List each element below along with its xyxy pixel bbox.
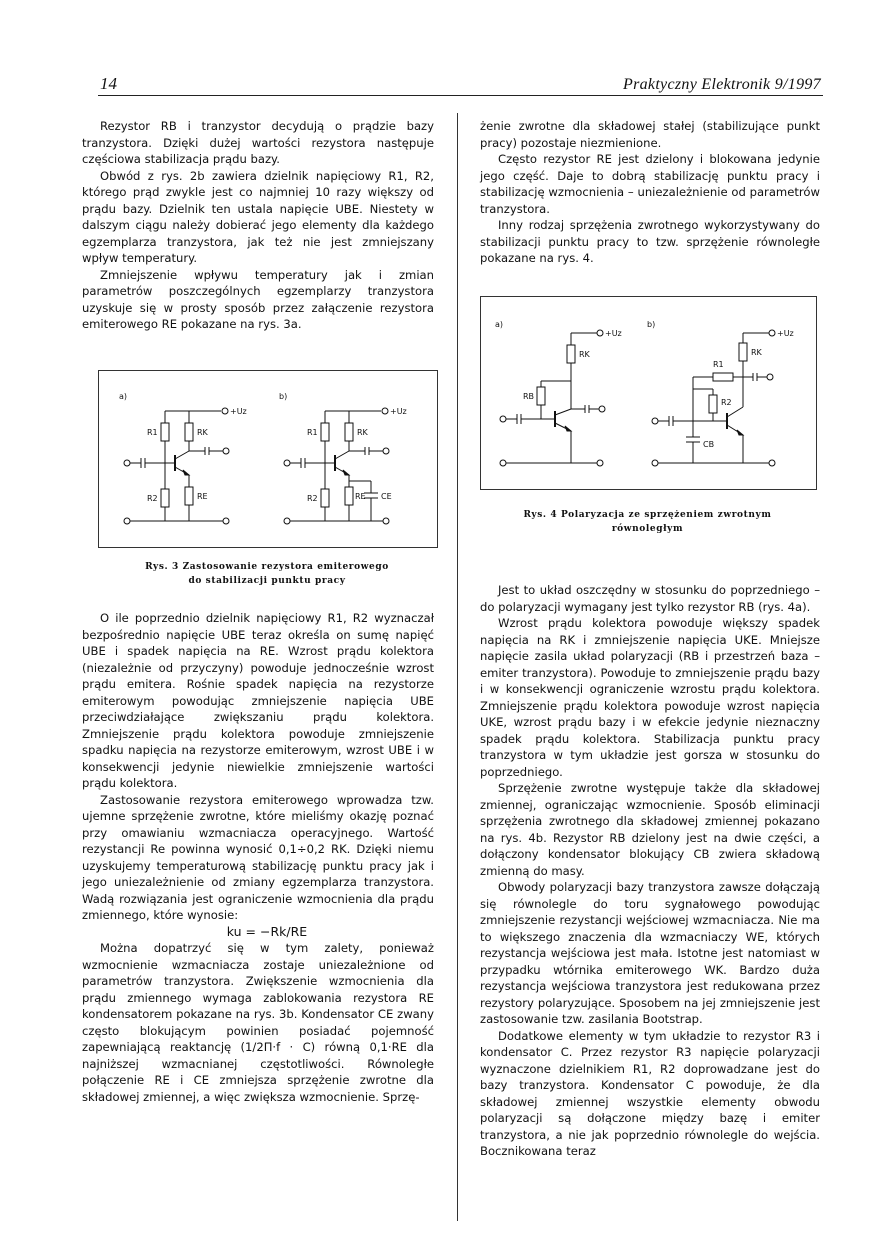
fig3-rk-a [185, 423, 193, 441]
page-number: 14 [100, 74, 117, 93]
right-column-bottom [480, 582, 820, 1160]
figure-4-caption [480, 508, 815, 536]
fig4-r2-label: R2 [721, 398, 732, 407]
fig3-re-label-a: RE [197, 492, 208, 501]
fig4-r1 [713, 373, 733, 381]
fig4-rb [537, 387, 545, 405]
right-column-top [480, 118, 820, 267]
fig4-r1-label: R1 [713, 360, 724, 369]
fig3-rk-label-a: RK [197, 428, 208, 437]
fig4-rk-b [739, 343, 747, 361]
figure-3 [98, 370, 438, 548]
fig3-r2-label-b: R2 [307, 494, 318, 503]
fig3-supply-label-a: +Uz [230, 407, 247, 416]
caption-line: Rys. 4 Polaryzacja ze sprzężeniem zwrotnym [523, 510, 772, 520]
paragraph: Można dopatrzyć się w tym zalety, ponieważ wzmocnienie wzmacniacza zostaje uniezależnione od parametrów tranzystora. Zwiększenie wzmocnienia dla prądu zmiennego wymaga zablokowania rezystora RE kondensatorem pokazane na rys. 3b. Kondensator CE zwany często blokującym powinien posiadać pojemność zapewniającą reaktancję (1/2Π·f · C) równą 0,1·RE dla najniższej wzmacnianej częstotliwości. Równoległe połączenie RE i CE zmniejsza sprzężenie zwrotne dla składowej zmiennej, a więc zwiększa wzmocnienie. Sprzę- [82, 941, 434, 1104]
fig3-supply-label-b: +Uz [390, 407, 407, 416]
paragraph: Jest to układ oszczędny w stosunku do poprzedniego – do polaryzacji wymagany jest tylko rezystor RB (rys. 4a). [480, 583, 820, 614]
journal-title: Praktyczny Elektronik 9/1997 [623, 76, 821, 93]
caption-line: Rys. 3 Zastosowanie rezystora emiterowego [145, 562, 389, 572]
figure-4 [480, 296, 817, 490]
fig3-r2-label-a: R2 [147, 494, 158, 503]
fig3-r2-b [321, 489, 329, 507]
paragraph: Często rezystor RE jest dzielony i blokowana jedynie jego część. Daje to dobrą stabilizację punktu pracy i stabilizację wzmocnienia – uniezależnienie od parametrów tranzystora. [480, 152, 820, 216]
fig3-r2-a [161, 489, 169, 507]
fig4-supply-label-a: +Uz [605, 329, 622, 338]
formula: ku = −Rk/RE [226, 923, 308, 939]
fig4-rk-label-a: RK [579, 350, 590, 359]
left-column-bottom [82, 610, 434, 1105]
paragraph: Dodatkowe elementy w tym układzie to rezystor R3 i kondensator C. Przez rezystor R3 napięcie polaryzacji wyznaczone dzielnikiem R1, R2 doprowadzane jest do bazy tranzystora. Kondensator C powoduje, że dla składowej zmiennej wszystkie elementy obwodu polaryzacji są dołączone między bazę i emiter tranzystora, a nie jak poprzednio równolegle do wejścia. Bocznikowana teraz [480, 1028, 820, 1158]
fig4-rk-label-b: RK [751, 348, 762, 357]
fig3-label-b: b) [279, 392, 288, 401]
fig4-label-b: b) [647, 320, 656, 329]
fig3-r1-label-b: R1 [307, 428, 318, 437]
fig3-ce-label: CE [381, 492, 392, 501]
paragraph: Inny rodzaj sprzężenia zwrotnego wykorzystywany do stabilizacji punktu pracy to tzw. sprzężenie równoległe pokazane na rys. 4. [480, 218, 820, 265]
fig3-re-a [185, 487, 193, 505]
fig3-re-label-b: RE [355, 492, 366, 501]
paragraph: Zastosowanie rezystora emiterowego wprowadza tzw. ujemne sprzężenie zwrotne, które mieliśmy okazję poznać przy omawianiu wzmacniacza operacyjnego. Wartość rezystancji Re powinna wynosić 0,1÷0,2 RK. Dzięki niemu uzyskujemy temperaturową stabilizację punktu pracy jak i jego uniezależnienie od zmiany egzemplarza tranzystora. Wadą rozwiązania jest ograniczenie wzmocnienia dla prądu zmiennego, które wynosie: [82, 792, 434, 922]
left-column-top [82, 118, 434, 333]
fig3-r1-b [321, 423, 329, 441]
fig3-r1-label-a: R1 [147, 428, 158, 437]
fig3-re-b [345, 487, 353, 505]
figure-3-schematic [99, 371, 437, 547]
fig4-cb-label: CB [703, 440, 715, 449]
caption-line: równoległym [611, 524, 684, 534]
fig4-supply-label-b: +Uz [777, 329, 794, 338]
fig3-rk-b [345, 423, 353, 441]
fig3-label-a: a) [119, 392, 128, 401]
fig4-label-a: a) [495, 320, 504, 329]
paragraph: Zmniejszenie wpływu temperatury jak i zmian parametrów poszczególnych egzemplarzy tranzystora uzyskuje się w prosty sposób przez załączenie rezystora emiterowego RE pokazane na rys. 3a. [82, 267, 434, 331]
paragraph: Sprzężenie zwrotne występuje także dla składowej zmiennej, ograniczając wzmocnienie. Sposób eliminacji sprzężenia zwrotnego dla składowej zmiennej pokazano na rys. 4b. Rezystor RB dzielony jest na dwie części, a dołączony kondensator blokujący CB zwiera składową zmienną do masy. [480, 781, 820, 878]
paragraph: żenie zwrotne dla składowej stałej (stabilizujące punkt pracy) pozostaje niezmienione. [480, 119, 820, 150]
column-divider [457, 113, 458, 1221]
fig3-r1-a [161, 423, 169, 441]
figure-4-schematic [481, 297, 816, 489]
fig4-r2 [709, 395, 717, 413]
fig4-rk-a [567, 345, 575, 363]
paragraph: Obwód z rys. 2b zawiera dzielnik napięciowy R1, R2, którego prąd zwykle jest co najmniej 10 razy większy od prądu bazy. Dzielnik ten ustala napięcie UBE. Niestety w dalszym ciągu należy dobierać jego elementy dla każdego egzemplarza tranzystora, jak też nie jest zmniejszany wpływ temperatury. [82, 168, 434, 265]
paragraph: Wzrost prądu kolektora powoduje większy spadek napięcia na RK i zmniejszenie napięcia UKE. Mniejsze napięcie zasila układ polaryzacji (RB i przestrzeń baza – emiter tranzystora). Powoduje to zmniejszenie prądu bazy i w konsekwencji ograniczenie wzrostu prądu kolektora. Zmniejszenie prądu kolektora powoduje wzrost napięcia UKE, wzrost prądu bazy i w efekcie jedynie nieznaczny spadek prądu kolektora. Stabilizacja punktu pracy tranzystora w tym układzie jest gorsza w stosunku do poprzedniego. [480, 616, 820, 779]
header-rule [98, 95, 823, 96]
paragraph: Obwody polaryzacji bazy tranzystora zawsze dołączają się równolegle do toru sygnałowego powodując zmniejszenie rezystancji wejściowej wzmacniacza. Nie ma to większego znaczenia dla wzmacniaczy WE, których rezystancja wejściowa jest mała. Istotne jest natomiast w przypadku wtórnika emiterowego WK. Bardzo duża rezystancja wejściowa tranzystora jest redukowana przez rezystory polaryzujące. Sposobem na jej zmniejszenie jest zastosowanie tzw. zasilania Bootstrap. [480, 880, 820, 1026]
figure-3-caption [98, 560, 436, 588]
paragraph: O ile poprzednio dzielnik napięciowy R1, R2 wyznaczał bezpośrednio napięcie UBE teraz określa on sumę napięć UBE i spadek napięcia na RE. Wzrost prądu kolektora (niezależnie od przyczyny) powoduje jednocześnie wzrost prądu emitera. Rośnie spadek napięcia na rezystorze emiterowym powodując zmniejszenie napięcia UBE przeciwdziałające zwiększaniu prądu kolektora. Zmniejszenie prądu kolektora powoduje zmniejszenie spadku napięcia na rezystorze emiterowym, wzrost UBE i w konsekwencji jedynie niewielkie zmniejszenie wartości prądu kolektora. [82, 611, 434, 790]
caption-line: do stabilizacji punktu pracy [188, 576, 346, 586]
fig3-rk-label-b: RK [357, 428, 368, 437]
fig4-rb-label: RB [523, 392, 535, 401]
paragraph: Rezystor RB i tranzystor decydują o prądzie bazy tranzystora. Dzięki dużej wartości rezystora następuje częściowa stabilizacja prądu bazy. [82, 119, 434, 166]
